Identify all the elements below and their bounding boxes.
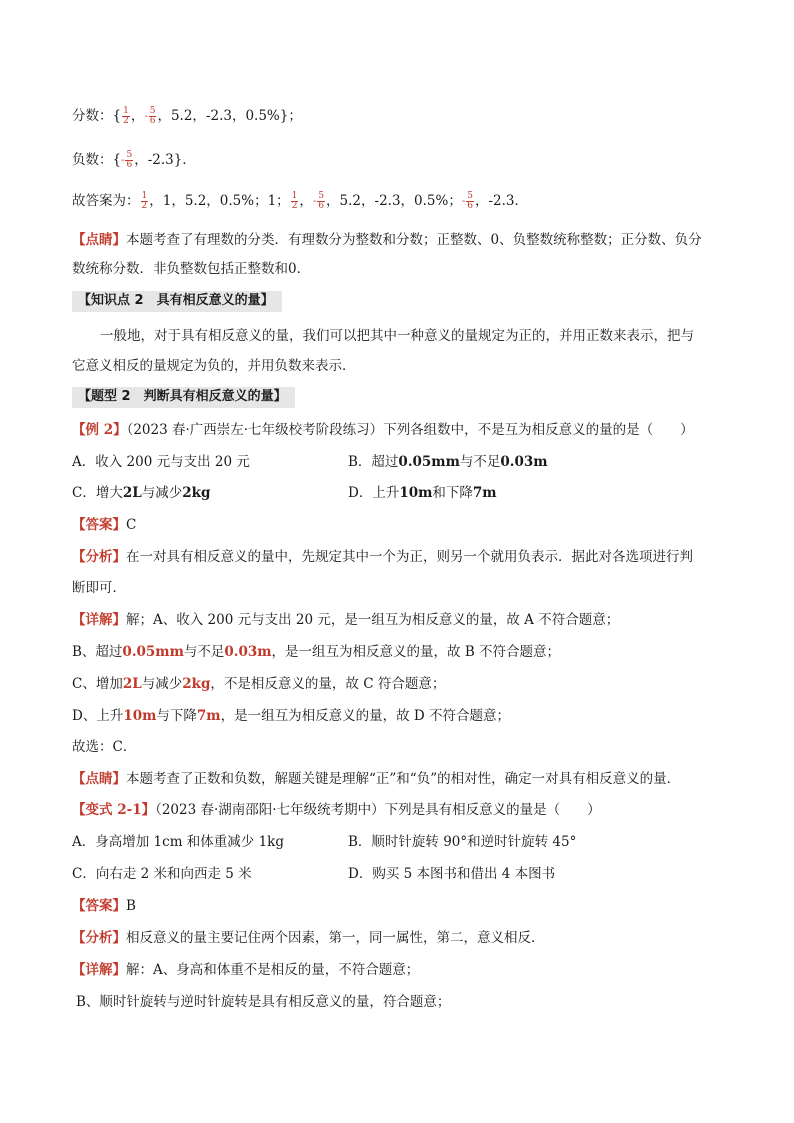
option-c	[72, 483, 210, 503]
text: 负数：{	[72, 152, 122, 168]
text: B、超过	[72, 644, 123, 660]
variant-answer-line	[72, 896, 136, 916]
text: C．增大	[72, 485, 123, 501]
variant-option-c: C．向右走 2 米和向西走 5 米	[72, 866, 252, 882]
variant-option-d: D．购买 5 本图书和借出 4 本图书	[348, 866, 556, 882]
dianjing-tag: 【点睛】	[72, 232, 126, 248]
numerator: 1	[141, 191, 148, 201]
dianjing-line-2b	[72, 769, 680, 789]
detail-text: 解：A、身高和体重不是相反的量，不符合题意；	[126, 962, 420, 978]
variant-option-b: B．顺时针旋转 90°和逆时针旋转 45°	[348, 834, 577, 850]
option-b	[348, 452, 548, 472]
value: 2kg	[182, 485, 211, 501]
minus: -	[121, 154, 125, 166]
choose-line: 故选：C．	[72, 739, 137, 755]
fraction	[125, 151, 133, 170]
denominator: 6	[126, 160, 133, 170]
text: 5.2，-2.3，0.5%}；	[170, 108, 302, 124]
text: ，-2.3}．	[134, 152, 196, 168]
minus: -	[312, 195, 317, 207]
text: ，不是相反意义的量，故 C 符合题意；	[210, 676, 446, 692]
text: 与减少	[141, 676, 183, 692]
neg-fraction	[144, 107, 157, 127]
text: ，1，5.2，0.5%；1；	[149, 193, 290, 209]
text: C、增加	[72, 676, 123, 692]
analysis-line-1	[72, 547, 693, 567]
value: 10m	[123, 708, 157, 724]
minus: -	[144, 110, 148, 122]
variant-option-a: A．身高增加 1cm 和体重减少 1kg	[72, 834, 284, 850]
negative-set-line	[72, 150, 196, 171]
dianjing-tag: 【点睛】	[72, 771, 126, 787]
detail-tag: 【详解】	[72, 612, 126, 628]
text: 和下降	[432, 485, 473, 501]
example-stem	[72, 420, 694, 440]
value: 7m	[472, 485, 497, 501]
detail-text: 解；A、收入 200 元与支出 20 元，是一组互为相反意义的量，故 A 不符合题意；	[126, 612, 620, 628]
text: 与下降	[156, 708, 197, 724]
minus: -	[461, 195, 466, 207]
variant-detail-line-b: B、顺时针旋转与逆时针旋转是具有相反意义的量，符合题意；	[76, 994, 451, 1010]
numerator: 5	[318, 191, 325, 201]
answer-value: B	[126, 898, 136, 914]
text: D．上升	[348, 485, 400, 501]
analysis-tag: 【分析】	[72, 930, 126, 946]
text: 分数：{	[72, 108, 122, 124]
denominator: 2	[123, 116, 129, 126]
text: 与减少	[141, 485, 183, 501]
text: 故答案为：	[72, 193, 140, 209]
answer-summary-line	[72, 191, 528, 212]
variant-stem-text: （2023 春·湖南邵阳·七年级统考期中）下列是具有相反意义的量是（ ）	[155, 802, 601, 818]
text: ，5.2，-2.3，0.5%；	[326, 193, 462, 209]
neg-fraction	[313, 192, 326, 212]
analysis-text: 在一对具有相反意义的量中，先规定其中一个为正，则另一个就用负表示．据此对各选项进行判	[126, 549, 693, 565]
text: ，	[130, 108, 145, 124]
variant-tag: 【变式 2-1】	[72, 802, 156, 818]
denominator: 6	[149, 116, 156, 126]
example-tag: 【例 2】	[72, 422, 127, 438]
analysis-tag: 【分析】	[72, 549, 126, 565]
text: 与不足	[183, 644, 225, 660]
value: 7m	[196, 708, 221, 724]
text: ，-2.3．	[474, 193, 529, 209]
fraction-set-line	[72, 106, 302, 127]
detail-tag: 【详解】	[72, 962, 126, 978]
numerator: 5	[467, 191, 473, 201]
detail-line-a	[72, 610, 619, 630]
option-a: A．收入 200 元与支出 20 元	[72, 454, 250, 470]
fraction	[466, 192, 474, 211]
numerator: 5	[126, 150, 133, 160]
dianjing-text: 本题考查了正数和负数，解题关键是理解“正”和“负”的相对性，确定一对具有相反意义的量．	[126, 771, 681, 787]
text: ，是一组互为相反意义的量，故 D 不符合题意；	[220, 708, 510, 724]
text: D、上升	[72, 708, 124, 724]
dianjing-line-2	[72, 259, 310, 279]
value: 10m	[399, 485, 433, 501]
denominator: 6	[467, 201, 473, 211]
text: ，是一组互为相反意义的量，故 B 不符合题意；	[271, 644, 561, 660]
fraction	[149, 107, 157, 126]
value: 2L	[122, 485, 142, 501]
detail-line-b	[72, 642, 560, 662]
detail-line-d	[72, 706, 510, 726]
example-stem-text: （2023 春·广西崇左·七年级校考阶段练习）下列各组数中，不是互为相反意义的量的是（ ）	[126, 422, 694, 438]
variant-stem	[72, 800, 601, 820]
answer-line	[72, 515, 136, 535]
answer-value: C	[126, 517, 137, 533]
analysis-text: 相反意义的量主要记住两个因素，第一，同一属性，第二，意义相反．	[126, 930, 545, 946]
option-d	[348, 483, 497, 503]
analysis-line-2: 断即可．	[72, 580, 126, 596]
neg-fraction	[462, 192, 475, 212]
fraction	[291, 192, 299, 211]
dianjing-line-1	[72, 230, 702, 250]
value: 0.05mm	[398, 454, 460, 470]
value: 2L	[122, 676, 142, 692]
value: 2kg	[182, 676, 211, 692]
fraction	[122, 107, 130, 126]
neg-fraction	[121, 151, 134, 171]
denominator: 2	[141, 201, 148, 211]
value: 0.05mm	[122, 644, 184, 660]
answer-tag: 【答案】	[72, 898, 126, 914]
knowledge-text-2: 它意义相反的量规定为负的，并用负数来表示．	[72, 358, 356, 374]
knowledge-text-1: 一般地，对于具有相反意义的量，我们可以把其中一种意义的量规定为正的，并用正数来表示，把与	[100, 328, 694, 344]
numerator: 1	[123, 106, 129, 116]
value: 0.03m	[500, 454, 548, 470]
dianjing-text: 本题考查了有理数的分类．有理数分为整数和分数；正整数、0、负整数统称整数；正分数、负分	[126, 232, 702, 248]
answer-tag: 【答案】	[72, 517, 126, 533]
variant-analysis-line	[72, 928, 545, 948]
text: ，	[157, 108, 171, 124]
denominator: 6	[318, 201, 325, 211]
text: 与不足	[459, 454, 501, 470]
fraction	[141, 192, 149, 211]
detail-line-c	[72, 674, 445, 694]
text: ，	[299, 193, 313, 209]
numerator: 1	[291, 191, 298, 201]
knowledge-point-header: 【知识点 2 具有相反意义的量】	[72, 291, 282, 312]
fraction	[317, 192, 325, 211]
text: B．超过	[348, 454, 399, 470]
value: 0.03m	[224, 644, 272, 660]
denominator: 2	[291, 201, 298, 211]
variant-detail-line-a	[72, 960, 419, 980]
numerator: 5	[149, 106, 156, 116]
dianjing-text: 数统称分数．非负整数包括正整数和0．	[72, 261, 311, 277]
question-type-header: 【题型 2 判断具有相反意义的量】	[72, 387, 295, 408]
